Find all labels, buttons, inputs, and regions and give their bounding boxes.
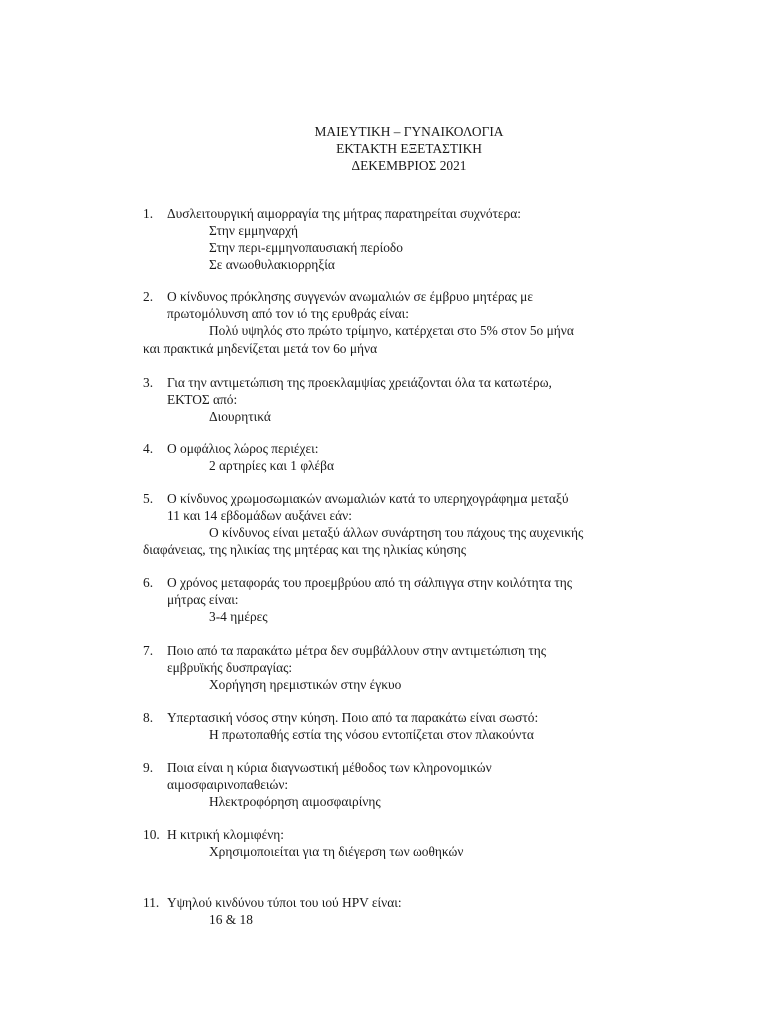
question-2 [143,288,663,339]
answer-line: διαφάνειας, της ηλικίας της μητέρας και της ηλικίας κύησης [143,542,467,557]
exam-title: ΕΚΤΑΚΤΗ ΕΞΕΤΑΣΤΙΚΗ [336,141,482,156]
question-number: 1. [143,206,154,221]
exam-date: ΔΕΚΕΜΒΡΙΟΣ 2021 [351,158,467,173]
answer-line: και πρακτικά μηδενίζεται μετά τον 6ο μήνα [143,341,378,356]
question-text: μήτρας είναι: [167,592,239,607]
answer-line: 3-4 ημέρες [209,609,268,624]
question-2-answer-tail [143,340,663,357]
question-text: 11 και 14 εβδομάδων αυξάνει εάν: [167,508,352,523]
answer-line: Χρησιμοποιείται για τη διέγερση των ωοθηκών [209,844,464,859]
question-1 [143,205,663,273]
question-5-answer-tail [143,541,663,558]
answer-line: Η πρωτοπαθής εστία της νόσου εντοπίζεται στον πλακούντα [209,727,534,742]
question-text: ΕΚΤΟΣ από: [167,392,238,407]
question-number: 4. [143,441,154,456]
question-text: Ποια είναι η κύρια διαγνωστική μέθοδος των κληρονομικών [167,760,492,775]
question-5 [143,490,663,541]
answer-line: Σε ανωοθυλακιορρηξία [209,257,335,272]
answer-line: Ο κίνδυνος είναι μεταξύ άλλων συνάρτηση του πάχους της αυχενικής [209,525,584,540]
question-10 [143,826,663,860]
question-text: εμβρυϊκής δυσπραγίας: [167,660,293,675]
question-text: Ποιο από τα παρακάτω μέτρα δεν συμβάλλουν στην αντιμετώπιση της [167,643,547,658]
answer-line: Ηλεκτροφόρηση αιμοσφαιρίνης [209,794,381,809]
question-text: αιμοσφαιρινοπαθειών: [167,777,289,792]
answer-line: Στην περι-εμμηνοπαυσιακή περίοδο [209,240,403,255]
question-text: Υπερτασική νόσος στην κύηση. Ποιο από τα παρακάτω είναι σωστό: [167,710,539,725]
answer-line: 2 αρτηρίες και 1 φλέβα [209,458,334,473]
question-text: πρωτομόλυνση από τον ιό της ερυθράς είναι: [167,306,410,321]
question-number: 5. [143,491,154,506]
answer-line: 16 & 18 [209,912,253,927]
question-8 [143,709,663,743]
question-9 [143,759,663,810]
document-header [0,123,768,174]
question-number: 8. [143,710,154,725]
question-number: 10. [143,827,160,842]
question-text: Ο κίνδυνος χρωμοσωμιακών ανωμαλιών κατά το υπερηχογράφημα μεταξύ [167,491,569,506]
answer-line: Στην εμμηναρχή [209,223,299,238]
question-3 [143,374,663,425]
question-number: 9. [143,760,154,775]
question-text: Για την αντιμετώπιση της προεκλαμψίας χρειάζονται όλα τα κατωτέρω, [167,375,552,390]
answer-line: Διουρητικά [209,409,271,424]
course-title: ΜΑΙΕΥΤΙΚΗ – ΓΥΝΑΙΚΟΛΟΓΙΑ [314,124,504,139]
question-number: 6. [143,575,154,590]
question-text: Ο κίνδυνος πρόκλησης συγγενών ανωμαλιών σε έμβρυο μητέρας με [167,289,533,304]
question-text: Ο χρόνος μεταφοράς του προεμβρύου από τη σάλπιγγα στην κοιλότητα της [167,575,573,590]
question-text: Δυσλειτουργική αιμορραγία της μήτρας παρατηρείται συχνότερα: [167,206,521,221]
question-number: 3. [143,375,154,390]
question-number: 7. [143,643,154,658]
question-7 [143,642,663,693]
question-4 [143,440,663,474]
question-text: Ο ομφάλιος λώρος περιέχει: [167,441,319,456]
question-11 [143,894,663,928]
question-6 [143,574,663,625]
question-text: Η κιτρική κλομιφένη: [167,827,284,842]
question-text: Υψηλού κινδύνου τύποι του ιού HPV είναι: [167,895,402,910]
answer-line: Πολύ υψηλός στο πρώτο τρίμηνο, κατέρχεται στο 5% στον 5ο μήνα [209,323,574,338]
answer-line: Χορήγηση ηρεμιστικών στην έγκυο [209,677,402,692]
question-number: 11. [143,895,160,910]
question-number: 2. [143,289,154,304]
